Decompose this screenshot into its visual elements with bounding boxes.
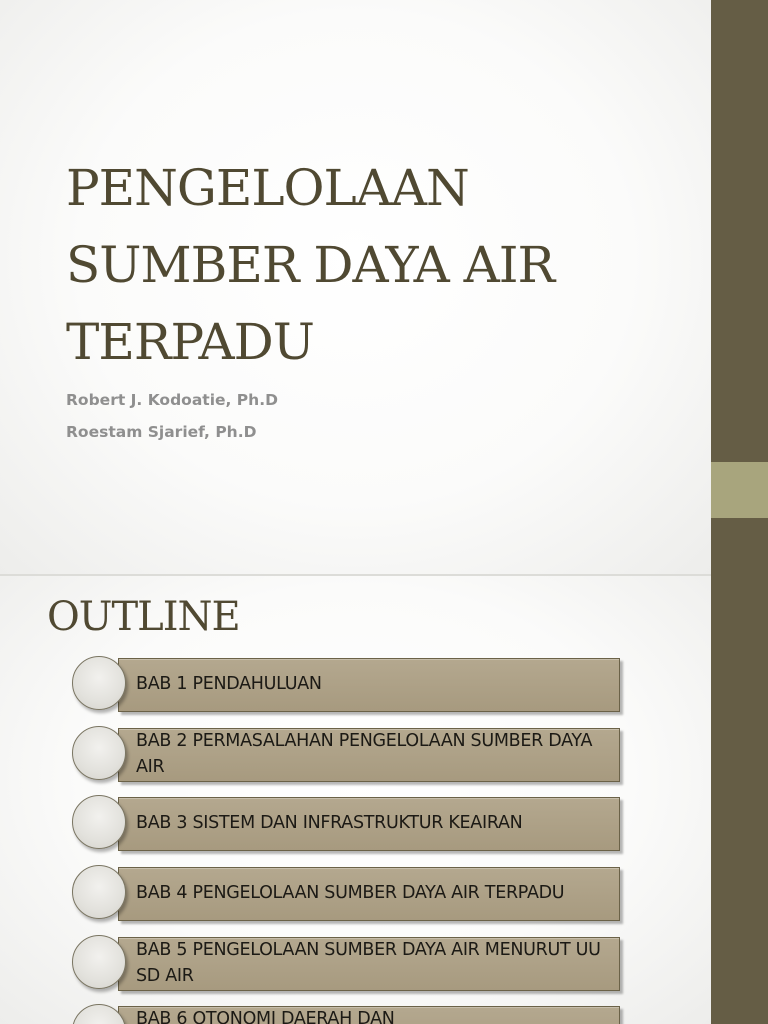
outline-item-label: [136, 1006, 611, 1024]
title-line: SUMBER DAYA AIR: [66, 236, 555, 294]
outline-item: [70, 865, 622, 923]
outline-item-label: [136, 797, 611, 849]
outline-item: [70, 1004, 622, 1024]
circle-bullet-icon: [72, 865, 126, 919]
title-line: TERPADU: [66, 313, 314, 371]
outline-item-text: BAB 5 PENGELOLAAN SUMBER DAYA AIR MENURUT UU SD AIR: [136, 940, 601, 986]
main-title: [66, 150, 686, 381]
circle-bullet-icon: [72, 935, 126, 989]
title-line: PENGELOLAAN: [66, 159, 469, 217]
outline-item-text: BAB 2 PERMASALAHAN PENGELOLAAN SUMBER DAYA AIR: [136, 731, 593, 777]
sidebar-accent-block: [711, 462, 768, 518]
outline-item: [70, 795, 622, 853]
outline-item-text: BAB 3 SISTEM DAN INFRASTRUKTUR KEAIRAN: [136, 813, 523, 833]
outline-item-text: BAB 6 OTONOMI DAERAH DAN: [136, 1009, 395, 1024]
outline-item-text: BAB 1 PENDAHULUAN: [136, 674, 322, 694]
outline-heading: OUTLINE: [47, 594, 240, 640]
author-name: Roestam Sjarief, Ph.D: [66, 423, 257, 441]
circle-bullet-icon: [72, 656, 126, 710]
circle-bullet-icon: [72, 726, 126, 780]
outline-item: [70, 656, 622, 714]
outline-item-label: [136, 937, 611, 989]
outline-item-label: [136, 728, 611, 780]
outline-item-label: [136, 658, 611, 710]
outline-item-text: BAB 4 PENGELOLAAN SUMBER DAYA AIR TERPADU: [136, 883, 565, 903]
outline-item: [70, 935, 622, 993]
author-name: Robert J. Kodoatie, Ph.D: [66, 391, 278, 409]
outline-item: [70, 726, 622, 784]
outline-item-label: [136, 867, 611, 919]
outline-slide: [0, 576, 711, 1024]
circle-bullet-icon: [72, 795, 126, 849]
